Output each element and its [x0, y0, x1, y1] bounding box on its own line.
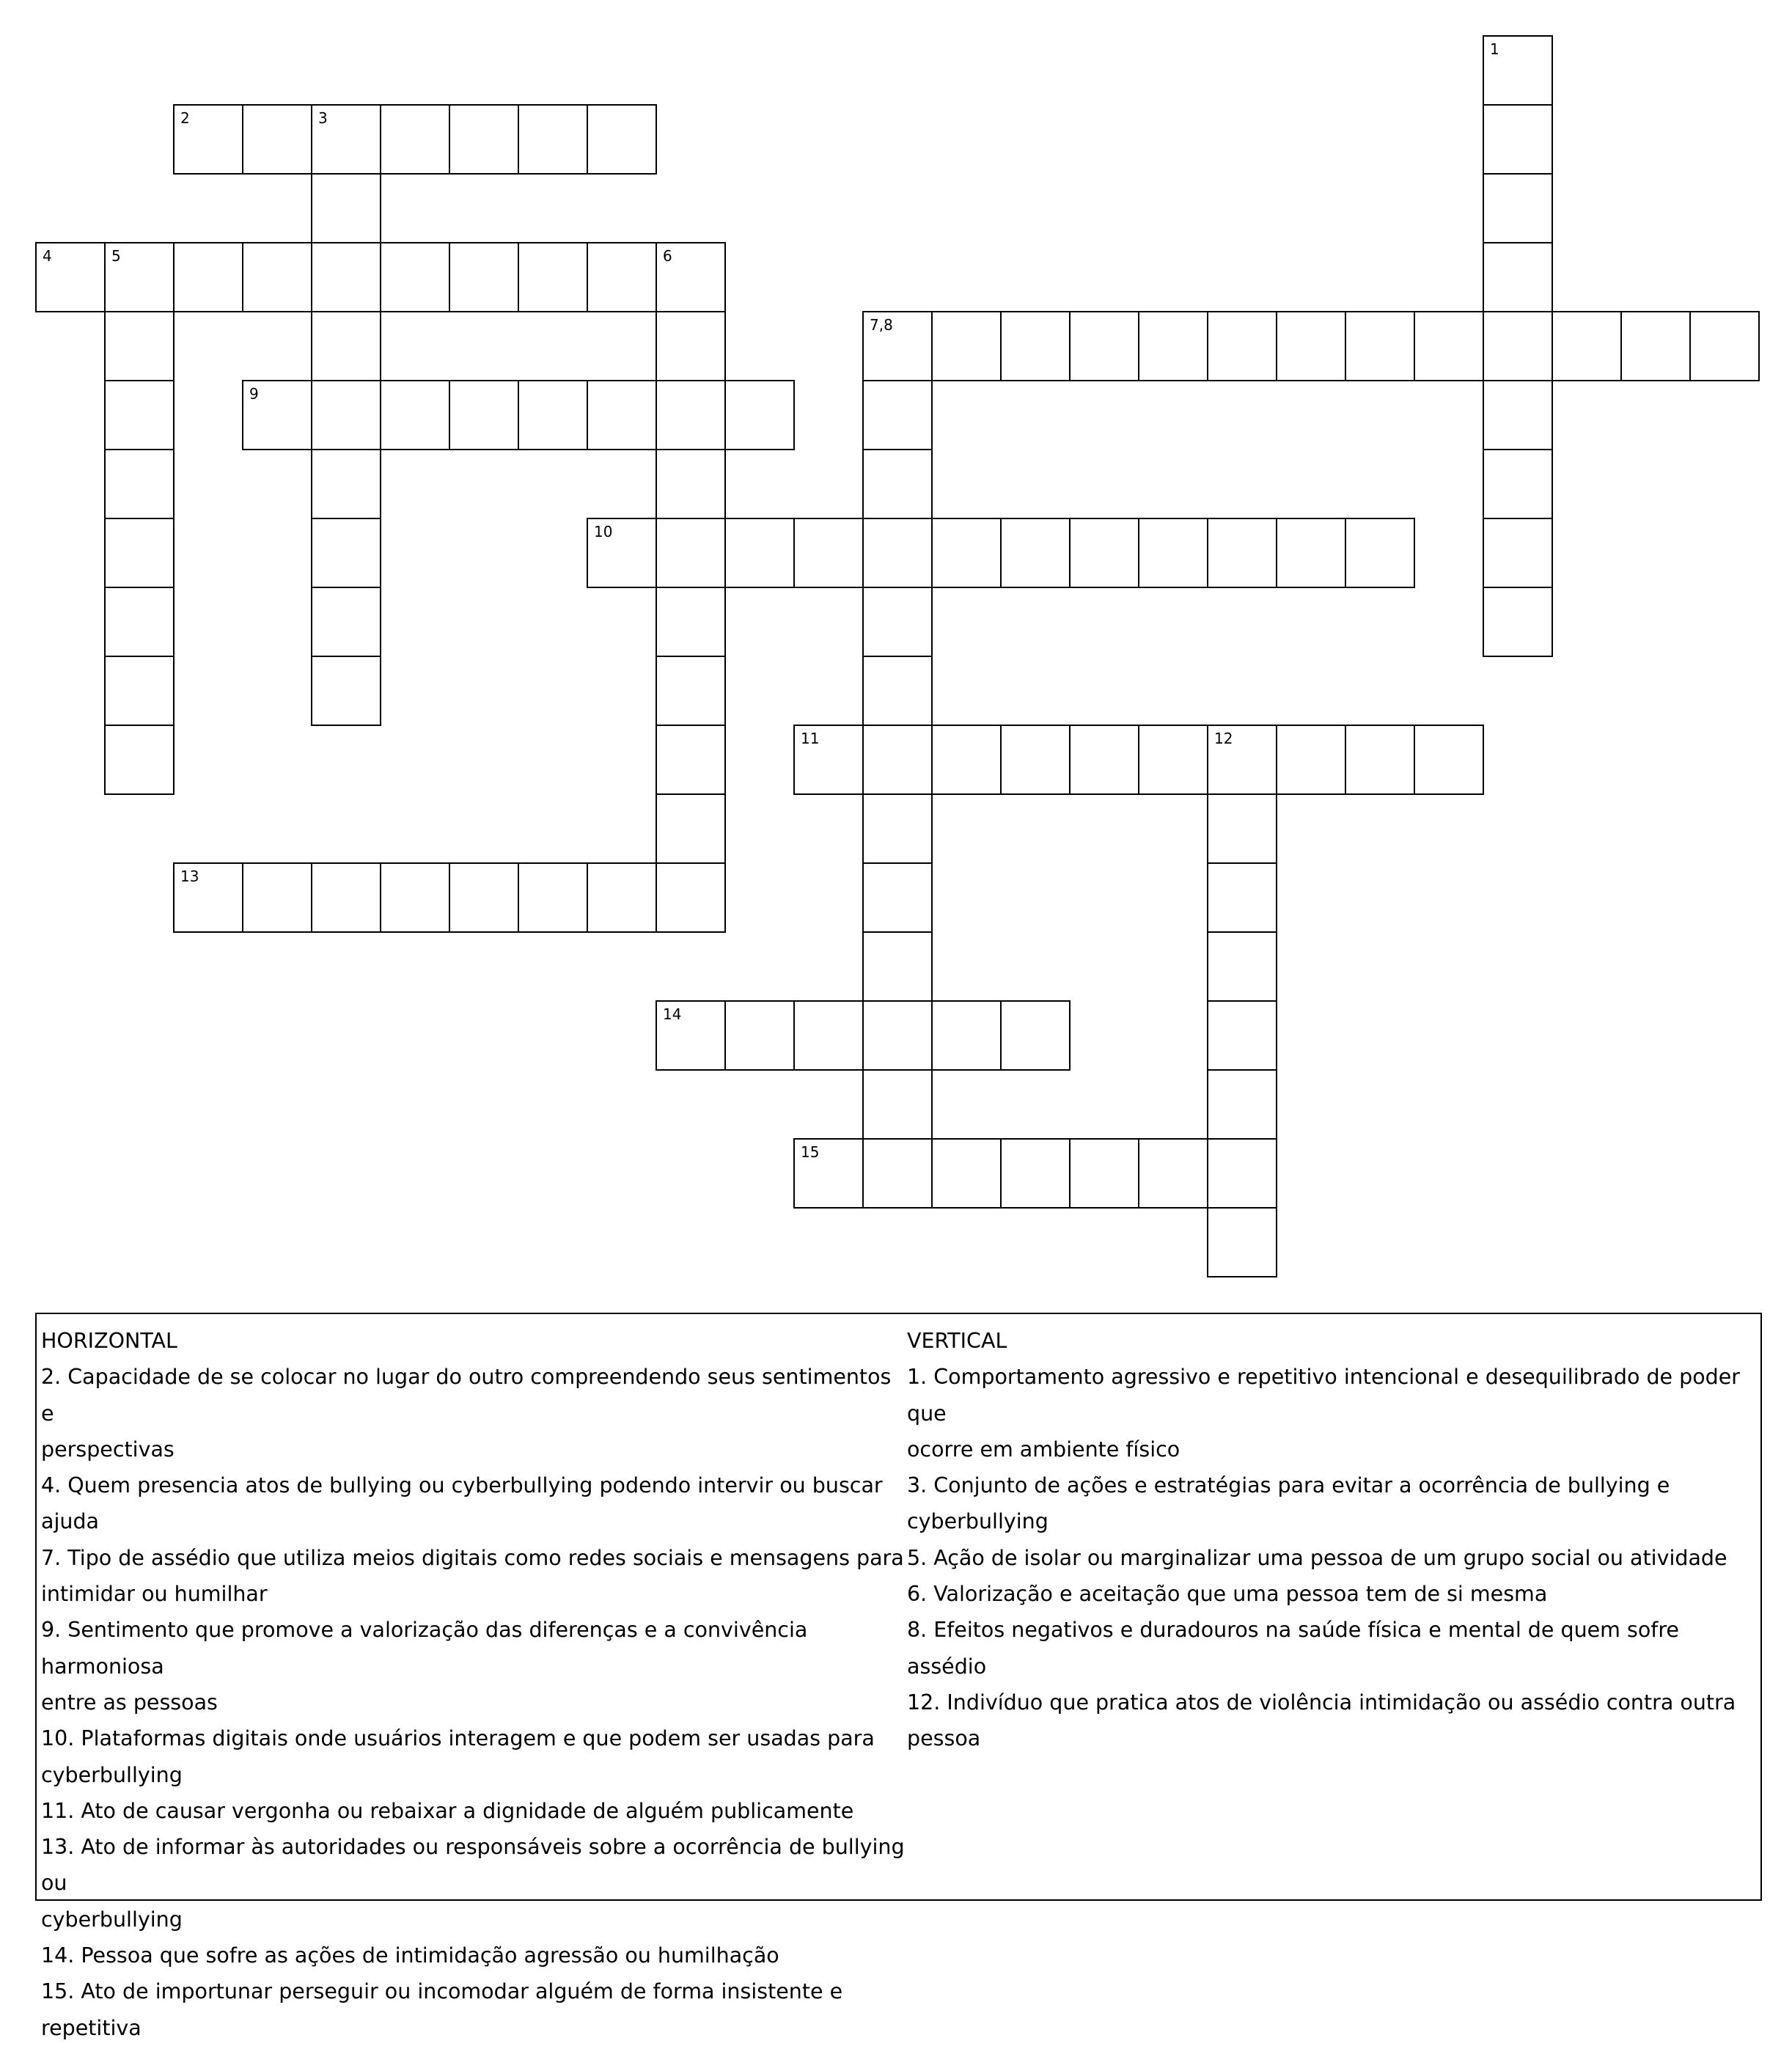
crossword-cell[interactable]	[1207, 311, 1277, 381]
crossword-cell[interactable]	[931, 725, 1002, 795]
clues-box	[35, 1313, 1762, 2040]
crossword-cell[interactable]	[1069, 518, 1139, 588]
crossword-cell[interactable]	[656, 656, 726, 726]
clue-number: 9	[249, 385, 259, 403]
clue-number: 10	[594, 523, 613, 540]
crossword-cell[interactable]	[656, 1000, 726, 1071]
crossword-cell[interactable]	[1069, 1138, 1139, 1209]
crossword-cell[interactable]	[587, 518, 657, 588]
crossword-cell[interactable]	[311, 242, 381, 312]
crossword-cell[interactable]	[449, 862, 519, 933]
clue-number: 3	[318, 109, 328, 127]
clue-number: 12	[1214, 730, 1233, 747]
crossword-cell[interactable]	[1000, 1138, 1071, 1209]
crossword-cell[interactable]	[311, 173, 381, 243]
crossword-cell[interactable]	[518, 104, 588, 175]
crossword-cell[interactable]	[656, 793, 726, 864]
crossword-cell[interactable]	[1620, 311, 1691, 381]
crossword-cell[interactable]	[1207, 1069, 1277, 1140]
crossword-cell[interactable]	[1276, 725, 1346, 795]
crossword-cell[interactable]	[1483, 380, 1553, 450]
crossword-cell[interactable]	[311, 311, 381, 381]
crossword-cell[interactable]	[311, 862, 381, 933]
crossword-cell[interactable]	[1207, 1000, 1277, 1071]
clue-number: 11	[801, 730, 820, 747]
clue-line: 14. Pessoa que sofre as ações de intimidação agressão ou humilhação	[41, 1943, 779, 1968]
crossword-cell[interactable]	[311, 380, 381, 450]
crossword-cell[interactable]	[862, 862, 933, 933]
clue-line: ocorre em ambiente físico	[907, 1437, 1180, 1462]
crossword-cell[interactable]	[793, 1000, 864, 1071]
crossword-cell[interactable]	[104, 449, 175, 519]
crossword-cell[interactable]	[449, 242, 519, 312]
clue-line: 2. Capacidade de se colocar no lugar do outro compreendendo seus sentimentos e	[41, 1365, 898, 1426]
crossword-cell[interactable]	[1000, 311, 1071, 381]
crossword-cell[interactable]	[1138, 725, 1208, 795]
crossword-cell[interactable]	[242, 104, 312, 175]
crossword-cell[interactable]	[656, 518, 726, 588]
crossword-cell[interactable]	[518, 242, 588, 312]
crossword-cell[interactable]	[311, 104, 381, 175]
crossword-cell[interactable]	[1207, 518, 1277, 588]
crossword-cell[interactable]	[1689, 311, 1760, 381]
crossword-cell[interactable]	[35, 242, 106, 312]
clue-line: 7. Tipo de assédio que utiliza meios digitais como redes sociais e mensagens para	[41, 1545, 904, 1570]
crossword-cell[interactable]	[1000, 725, 1071, 795]
crossword-cell[interactable]	[242, 242, 312, 312]
crossword-cell[interactable]	[1552, 311, 1622, 381]
crossword-cell[interactable]	[1345, 518, 1415, 588]
clue-number: 2	[180, 109, 190, 127]
crossword-cell[interactable]	[1483, 242, 1553, 312]
crossword-cell[interactable]	[173, 104, 243, 175]
crossword-cell[interactable]	[793, 1138, 864, 1209]
clue-line: pessoa	[907, 1726, 981, 1751]
clue-line: 10. Plataformas digitais onde usuários interagem e que podem ser usadas para	[41, 1726, 875, 1751]
crossword-cell[interactable]	[656, 380, 726, 450]
crossword-cell[interactable]	[380, 862, 450, 933]
crossword-cell[interactable]	[1207, 931, 1277, 1002]
crossword-cell[interactable]	[518, 380, 588, 450]
crossword-cell[interactable]	[1414, 725, 1484, 795]
clue-number: 13	[180, 868, 199, 885]
crossword-cell[interactable]	[1138, 311, 1208, 381]
crossword-cell[interactable]	[1483, 587, 1553, 657]
crossword-cell[interactable]	[862, 518, 933, 588]
clue-line: 4. Quem presencia atos de bullying ou cyberbullying podendo intervir ou buscar ajuda	[41, 1473, 889, 1534]
clue-line: 3. Conjunto de ações e estratégias para evitar a ocorrência de bullying e cyberbullying	[907, 1473, 1677, 1534]
crossword-cell[interactable]	[862, 380, 933, 450]
crossword-cell[interactable]	[104, 656, 175, 726]
horizontal-heading: HORIZONTAL	[41, 1329, 177, 1353]
crossword-cell[interactable]	[862, 449, 933, 519]
crossword-cell[interactable]	[380, 380, 450, 450]
crossword-cell[interactable]	[104, 380, 175, 450]
crossword-cell[interactable]	[104, 518, 175, 588]
crossword-cell[interactable]	[104, 311, 175, 381]
crossword-cell[interactable]	[1000, 518, 1071, 588]
crossword-cell[interactable]	[518, 862, 588, 933]
crossword-cell[interactable]	[1276, 311, 1346, 381]
crossword-cell[interactable]	[1207, 862, 1277, 933]
vertical-heading: VERTICAL	[907, 1329, 1007, 1353]
clue-number: 6	[663, 247, 672, 265]
clue-line: 9. Sentimento que promove a valorização das diferenças e a convivência harmoniosa	[41, 1618, 815, 1679]
crossword-cell[interactable]	[1138, 518, 1208, 588]
crossword-cell[interactable]	[242, 380, 312, 450]
crossword-cell[interactable]	[449, 104, 519, 175]
crossword-cell[interactable]	[1069, 311, 1139, 381]
crossword-cell[interactable]	[656, 449, 726, 519]
crossword-cell[interactable]	[931, 518, 1002, 588]
horizontal-clues	[41, 1323, 910, 2046]
clue-line: entre as pessoas	[41, 1690, 218, 1715]
clue-number: 1	[1490, 40, 1499, 58]
vertical-clues	[907, 1323, 1758, 1757]
crossword-cell[interactable]	[1483, 449, 1553, 519]
crossword-cell[interactable]	[587, 380, 657, 450]
crossword-cell[interactable]	[862, 1138, 933, 1209]
crossword-cell[interactable]	[104, 725, 175, 795]
crossword-cell[interactable]	[1069, 725, 1139, 795]
crossword-cell[interactable]	[587, 862, 657, 933]
crossword-cell[interactable]	[1207, 793, 1277, 864]
crossword-cell[interactable]	[862, 1000, 933, 1071]
crossword-cell[interactable]	[449, 380, 519, 450]
crossword-cell[interactable]	[1000, 1000, 1071, 1071]
crossword-cell[interactable]	[1483, 311, 1553, 381]
crossword-cell[interactable]	[862, 1069, 933, 1140]
crossword-cell[interactable]	[380, 242, 450, 312]
crossword-cell[interactable]	[1276, 518, 1346, 588]
crossword-cell[interactable]	[931, 1000, 1002, 1071]
crossword-cell[interactable]	[862, 793, 933, 864]
crossword-cell[interactable]	[1414, 311, 1484, 381]
clue-number: 15	[801, 1143, 820, 1161]
crossword-cell[interactable]	[587, 242, 657, 312]
crossword-cell[interactable]	[724, 1000, 795, 1071]
clue-line: 12. Indivíduo que pratica atos de violência intimidação ou assédio contra outra	[907, 1690, 1736, 1715]
crossword-cell[interactable]	[931, 1138, 1002, 1209]
crossword-cell[interactable]	[173, 242, 243, 312]
clue-line: perspectivas	[41, 1437, 175, 1462]
clue-number: 4	[43, 247, 52, 265]
crossword-cell[interactable]	[931, 311, 1002, 381]
clue-line: cyberbullying	[41, 1907, 183, 1932]
clue-line: 15. Ato de importunar perseguir ou incomodar alguém de forma insistente e repetitiva	[41, 1979, 850, 2040]
crossword-cell[interactable]	[1207, 1207, 1277, 1277]
clue-line: 11. Ato de causar vergonha ou rebaixar a dignidade de alguém publicamente	[41, 1798, 854, 1823]
clue-number: 14	[663, 1005, 682, 1023]
clue-number: 7,8	[870, 316, 893, 334]
crossword-cell[interactable]	[587, 104, 657, 175]
crossword-cell[interactable]	[104, 587, 175, 657]
crossword-cell[interactable]	[1483, 173, 1553, 243]
crossword-cell[interactable]	[1345, 725, 1415, 795]
crossword-cell[interactable]	[1483, 104, 1553, 175]
crossword-cell[interactable]	[862, 656, 933, 726]
clue-line: 5. Ação de isolar ou marginalizar uma pessoa de um grupo social ou atividade	[907, 1545, 1727, 1570]
crossword-cell[interactable]	[724, 380, 795, 450]
crossword-cell[interactable]	[173, 862, 243, 933]
crossword-cell[interactable]	[1207, 725, 1277, 795]
clue-number: 5	[111, 247, 121, 265]
crossword-cell[interactable]	[862, 311, 933, 381]
clue-line: intimidar ou humilhar	[41, 1582, 268, 1607]
crossword-cell[interactable]	[862, 931, 933, 1002]
crossword-cell[interactable]	[1483, 518, 1553, 588]
clue-line: 1. Comportamento agressivo e repetitivo intencional e desequilibrado de poder que	[907, 1365, 1747, 1426]
crossword-cell[interactable]	[311, 656, 381, 726]
crossword-cell[interactable]	[862, 725, 933, 795]
crossword-cell[interactable]	[1138, 1138, 1208, 1209]
crossword-cell[interactable]	[1483, 35, 1553, 106]
crossword-cell[interactable]	[656, 725, 726, 795]
crossword-cell[interactable]	[1345, 311, 1415, 381]
crossword-cell[interactable]	[793, 518, 864, 588]
crossword-cell[interactable]	[793, 725, 864, 795]
crossword-cell[interactable]	[311, 587, 381, 657]
crossword-cell[interactable]	[656, 311, 726, 381]
crossword-cell[interactable]	[380, 104, 450, 175]
crossword-cell[interactable]	[1207, 1138, 1277, 1209]
crossword-cell[interactable]	[104, 242, 175, 312]
crossword-cell[interactable]	[311, 518, 381, 588]
crossword-cell[interactable]	[242, 862, 312, 933]
clue-line: 8. Efeitos negativos e duradouros na saúde física e mental de quem sofre assédio	[907, 1618, 1686, 1679]
clue-line: 13. Ato de informar às autoridades ou responsáveis sobre a ocorrência de bullying ou	[41, 1835, 911, 1896]
clue-line: 6. Valorização e aceitação que uma pessoa tem de si mesma	[907, 1582, 1548, 1607]
crossword-cell[interactable]	[311, 449, 381, 519]
crossword-cell[interactable]	[656, 242, 726, 312]
clue-line: cyberbullying	[41, 1762, 183, 1787]
crossword-cell[interactable]	[724, 518, 795, 588]
crossword-cell[interactable]	[656, 862, 726, 933]
crossword-cell[interactable]	[862, 587, 933, 657]
crossword-cell[interactable]	[656, 587, 726, 657]
